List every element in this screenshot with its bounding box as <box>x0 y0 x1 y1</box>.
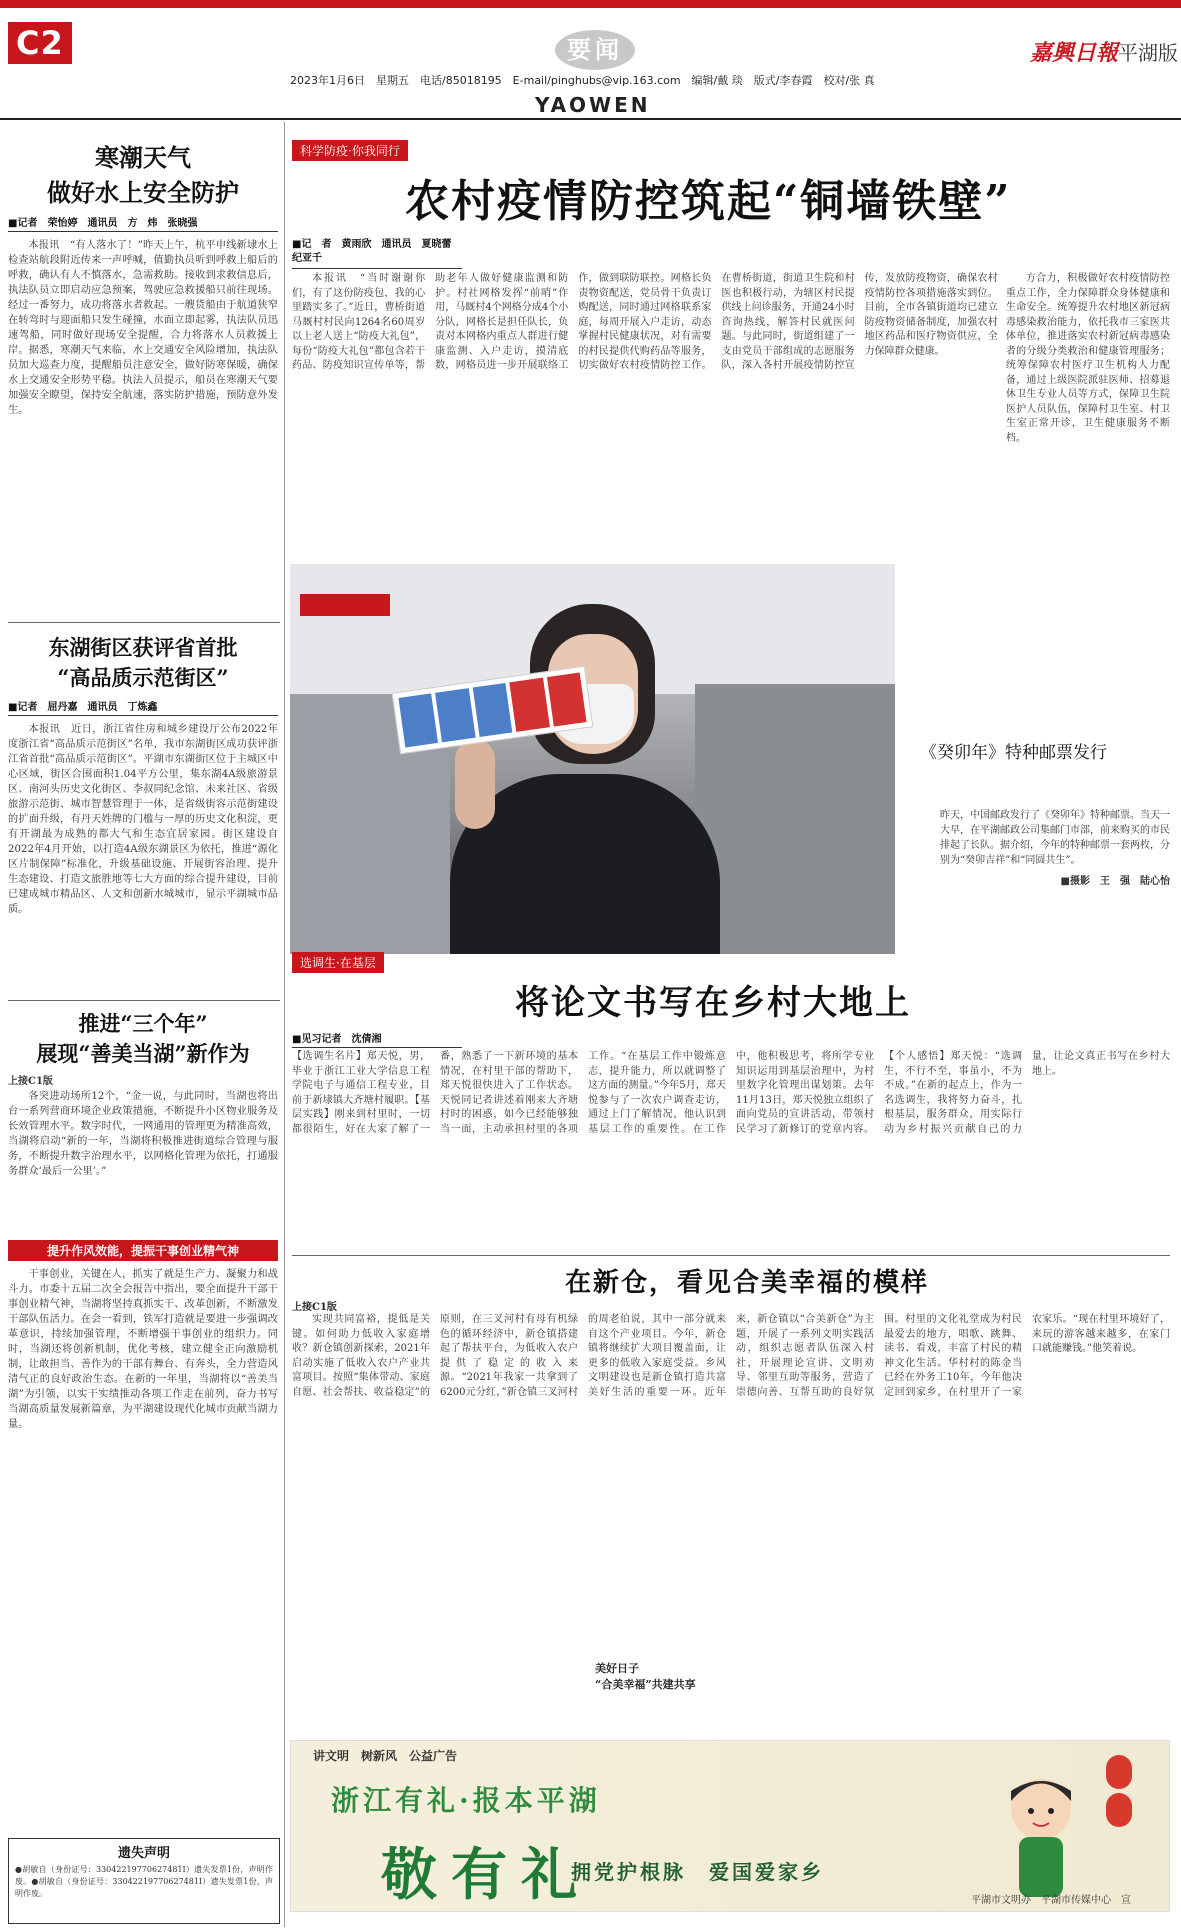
main-story-body: 本报讯 “当时谢谢你们，有了这份防疫包，我的心里踏实多了。”近日，曹桥街道马厩村村民向1264名60周岁以上老人送上“防疫大礼包”，每份“防疫大礼包”都包含若干药品、防疫知识宣传单等，帮助老年人做好健康监测和防护。村社网格发挥“前哨”作用，马厩村4个网格分成4个小分队，网格长是担任队长，负责对本网格内重点人群进行健康监测、入户走访，摸清底数，网格员进一步开展联络工作，做到联防联控。网格长负责物资配送，党员骨干负责订购配送，同时通过网格联系家庭，每周开展入户走访，动态掌握村民健康状况，对有需要的村民提供代购药品等服务，切实做好农村疫情防控工作。在曹桥街道，街道卫生院和村医也积极行动，为辖区村民提供线上问诊服务，开通24小时咨询热线，解答村民就医问题。与此同时，街道组建了一支由党员干部组成的志愿服务队，深入各村开展疫情防控宣传，发放防疫物资，确保农村疫情防控各项措施落实到位。目前，全市各镇街道均已建立防疫物资储备制度，加强农村地区药品和医疗物资供应，全力保障群众健康。 <box>292 273 998 371</box>
story3-lead: 上接C1版 <box>292 1302 337 1313</box>
ad-sponsor: 平湖市文明办 平湖市传媒中心 宣 <box>971 1895 1131 1906</box>
header-info-line: 2023年1月6日 星期五 电话/85018195 E-mail/pinghubs@vip.163.com 编辑/戴 琰 版式/李春霞 校对/张 真 <box>290 74 875 87</box>
story-three-years-title-1: 推进“三个年” <box>78 1011 208 1036</box>
main-story-tag: 科学防疫·你我同行 <box>292 140 408 161</box>
main-story-columns <box>292 272 1170 542</box>
top-red-bar <box>0 0 1181 8</box>
ad-big-text: 敬有礼 <box>381 1842 591 1908</box>
story-three-years-body-2 <box>8 1267 278 1847</box>
stamp-photo <box>290 564 895 954</box>
story3-columns <box>292 1298 1170 1728</box>
photo-caption-body <box>940 808 1170 889</box>
story-three-years-text: 各突进动场所12个，“金一说，与此同时，当湖也将出台一系列营商环境企业政策措施，不断提升小区物业服务及长效管理水平。数字时代，一网通用的管理更为精准高效，当湖将启动“新的一年，当湖将积极推进街道综合管理与服务，不断提升数字治理水平，以网格化管理为依托，打通服务群众‘最后一公里’。” <box>8 1091 278 1177</box>
story-donghu-title-1: 东湖街区获评省首批 <box>48 635 238 660</box>
photo-counter-right <box>695 684 895 954</box>
story2-title: 将论文书写在乡村大地上 <box>515 983 911 1023</box>
lantern-icon <box>1106 1755 1132 1789</box>
story-three-years <box>8 1008 278 1847</box>
main-story-last-column: 方合力，积极做好农村疫情防控重点工作，全力保障群众身体健康和生命安全。统筹提升农村地区新冠病毒感染救治能力，依托我市三家医共体单位，推进落实农村新冠病毒感染者的分级分类救治和健康管理服务；统筹保障农村医疗卫生机构人力配备，通过上级医院派驻医师、招募退休卫生专业人员等方式，保障卫生院医护人员队伍，保障村卫生室、村卫生室正常开诊，卫生健康服务不断档。 <box>1005 273 1170 444</box>
public-service-ad <box>290 1740 1170 1912</box>
left-rule-2 <box>8 1000 280 1001</box>
header-rule <box>0 118 1181 120</box>
paper-edition: 平湖版 <box>1118 41 1179 65</box>
photo-caption-text: 昨天，中国邮政发行了《癸卯年》特种邮票。当天一大早，在平湖邮政公司集邮门市部，前来购买的市民排起了长队。据介绍，今年的特种邮票一套两枚，分别为“癸卯吉祥”和“同圆共生”。 <box>940 810 1170 866</box>
page-number: C2 <box>8 22 72 64</box>
photo-caption-title: 《癸卯年》特种邮票发行 <box>920 743 1107 763</box>
story2-body: 【选调生名片】郑天悦，男，毕业于浙江工业大学信息工程学院电子与通信工程专业，目前于新埭镇大齐塘村履职。【基层实践】刚来到村里时，一切都很陌生，好在大家了解了一番，熟悉了一下新环境的基本情况，在村里干部的帮助下，郑天悦很快进入了工作状态。天悦同记者讲述着刚来大齐塘村时的困惑，如今已经能够独当一面，主动承担村里的各项工作。“在基层工作中锻炼意志，提升能力，所以就调整了这方面的测量。”今年5月，郑天悦参与了一次农户调查走访，通过上门了解情况，他认识到基层工作的重要性。在工作中，他积极思考，将所学专业知识运用到基层治理中，为村里数字化管理出谋划策。去年11月13日，郑天悦独立组织了面向党员的宣讲活动，带领村民学习了新修订的党章内容。【个人感悟】郑天悦：“选调生，不行不至，事虽小，不为不成。”在新的起点上，作为一名选调生，我将努力奋斗，扎根基层，服务群众，用实际行动为乡村振兴贡献自己的力量，让论文真正书写在乡村大地上。 <box>292 1051 1170 1135</box>
main-story-byline: ■记 者 黄雨欣 通讯员 夏晓蕾 纪亚千 <box>292 238 462 269</box>
story-donghu-text: 本报讯 近日，浙江省住房和城乡建设厅公布2022年度浙江省“高品质示范街区”名单，我市东湖街区成功获评浙江省首批“高品质示范街区”。平湖市东湖街区位于主城区中心区域，街区合围面积1.04平方公里，集东湖4A级旅游景区、南河头历史文化街区、李叔同纪念馆、未来社区、省级旅游示范街、城市智慧管理于一体，是省级街容示范街建设的扩面升级，有丹天姓牌的门槛与一厚的历史文化积淀，更有开湖最为成熟的都大气和生态宜居家园。街区建设自2022年4月开始，以打造4A级东湖景区为依托，推进“源化区片制保障”标准化，升级基础设施、开展街容治理、提升生态建设、打造文旅胜地等七大方面的综合提升建设，目前已建成城市精品区、人文和创新水城城市，显示平湖城市品质。 <box>8 724 278 915</box>
paper-logo <box>1030 36 1178 67</box>
story-donghu-title-2: “高品质示范街区” <box>57 665 229 690</box>
photo-sign <box>300 594 390 616</box>
story3-top-rule <box>292 1255 1170 1256</box>
story-three-years-subhead: 提升作风效能，提振干事创业精气神 <box>8 1240 278 1261</box>
photo-credit: ■摄影 王 强 陆心怡 <box>1060 876 1170 887</box>
ad-column-label: 讲文明 树新风 公益广告 <box>313 1749 458 1763</box>
story3-title: 在新仓，看见合美幸福的模样 <box>565 1268 930 1298</box>
photo-stamp <box>472 683 512 737</box>
story-cold-wave-byline: ■记者 荣怡婷 通讯员 方 炜 张晓强 <box>8 214 278 232</box>
story2-tag: 选调生·在基层 <box>292 952 384 973</box>
story-cold-wave <box>8 138 278 613</box>
story-three-years-title-2: 展现“善美当湖”新作为 <box>36 1041 250 1066</box>
story-cold-wave-title-1: 寒潮天气 <box>95 143 191 172</box>
story3-subhead: 美好日子 <box>595 1662 639 1675</box>
photo-stamp <box>510 678 550 732</box>
story-donghu-byline: ■记者 屈丹嘉 通讯员 丁炼鑫 <box>8 698 278 716</box>
photo-stamp <box>398 693 438 747</box>
ad-lanterns <box>1089 1751 1149 1851</box>
story-cold-wave-body <box>8 238 278 613</box>
story2-byline: ■见习记者 沈倩湘 <box>292 1030 462 1048</box>
section-english-title: YAOWEN <box>535 93 651 117</box>
photo-hand <box>455 739 495 829</box>
story-three-years-text-2: 干事创业，关键在人，抓实了就是生产力、凝聚力和战斗力。市委十五届二次全会报告中指出，要全面提升干部干事创业精气神，当湖将坚持真抓实干、改革创新，不断激发干部队伍活力。在会一看到，铁军打造就是要进一步强调改革意识，持续加强管理，不断增强干事创业的组织力。同时，当湖还将创新机制，优化考核，建立健全正向激励机制，让敢担当、善作为的干部有舞台、有奔头，全力营造风清气正的良好政治生态。在新的一年里，当湖将以“善美当湖”为引领，以实干实绩推动各项工作走在前列，奋力书写当湖高质量发展新篇章，为平湖建设现代化城市贡献当湖力量。 <box>8 1269 278 1430</box>
photo-stamp <box>547 673 587 727</box>
main-story-title: 农村疫情防控筑起“铜墙铁壁” <box>405 176 1012 227</box>
section-name-badge: 要闻 <box>555 30 635 70</box>
story-cold-wave-title-2: 做好水上安全防护 <box>47 178 239 207</box>
story-cold-wave-text: 本报讯 “有人落水了！”昨天上午，杭平申线新埭水上检查站航段附近传来一声呼喊，值勤执员听到呼救上船后的呼救，确认有人不慎落水，急需救助。接收到求救信息后，执法队员立即启动应急预案，驾驶应急救援船只前往现场。经过一番努力，成功将落水者救起。一艘货船由于航道狭窄在转弯时与迎面船只发生碰撞，水面立即起雾，执法队员迅速驾船，同时做好现场安全提醒，合力将落水人员救援上岸。据悉，寒潮天气来临，水上交通安全风险增加，执法队员加大巡查力度，提醒船员注意安全，做好防寒保暖，确保水上交通安全形势平稳。执法人员提示，船员在寒潮天气要加强安全瞭望，保持安全航速，落实防护措施，预防意外发生。 <box>8 240 278 416</box>
lost-notice-title: 遗失声明 <box>117 1846 170 1861</box>
lantern-icon <box>1106 1793 1132 1827</box>
ad-slogan: 拥党护根脉 爱国爱家乡 <box>571 1860 824 1884</box>
photo-stamp <box>435 688 475 742</box>
story-donghu <box>8 632 278 992</box>
left-rule-1 <box>8 622 280 623</box>
left-column-divider <box>284 122 285 1927</box>
ad-mascot-icon <box>991 1771 1091 1906</box>
paper-logo-text: 嘉興日報 <box>1030 40 1119 66</box>
ad-headline: 浙江有礼·报本平湖 <box>331 1784 601 1817</box>
story-donghu-body <box>8 722 278 992</box>
story-three-years-body <box>8 1074 278 1234</box>
lost-notice-body: ●胡敏自（身份证号：33042219770627481I）遗失发票1份，声明作废。●胡敏自（身份证号：33042219770627481I）遗失发票1份，声明作废。 <box>15 1865 273 1898</box>
story-three-years-lead: 上接C1版 <box>8 1076 53 1087</box>
main-story-column-group <box>292 272 1170 542</box>
story3-body: 实现共同富裕，提低是关键。如何助力低收入家庭增收？新仓镇创新探索，2021年启动实施了低收入农户产业共富项目。按照“集体带动、家庭自愿、社会帮扶、收益稳定”的原则，在三叉河村有母有机绿色的循环经济中，新仓镇搭建起了帮扶平台，为低收入农户提供了稳定的收入来源。“2021年我家一共拿到了6200元分红，”新仓镇三叉河村的周老伯说，其中一部分就来自这个产业项目。今年，新仓镇将继续扩大项目覆盖面，让更多的低收入家庭受益。乡风文明建设也是新仓镇打造共富美好生活的重要一环。近年来，新仓镇以“合美新仓”为主题，开展了一系列文明实践活动，组织志愿者队伍深入村社，开展理论宣讲、文明劝导、邻里互助等服务，营造了崇德向善、互帮互助的良好氛围。村里的文化礼堂成为村民最爱去的地方，唱歌、跳舞、读书、看戏，丰富了村民的精神文化生活。华村村的陈金当已经在外务工10年，今年他决定回到家乡，在村里开了一家农家乐。“现在村里环境好了，来玩的游客越来越多，在家门口就能赚钱。”他笑着说。 <box>292 1314 1170 1398</box>
lost-notice <box>8 1838 280 1924</box>
story3-subhead-2: “合美幸福”共建共享 <box>595 1678 696 1691</box>
